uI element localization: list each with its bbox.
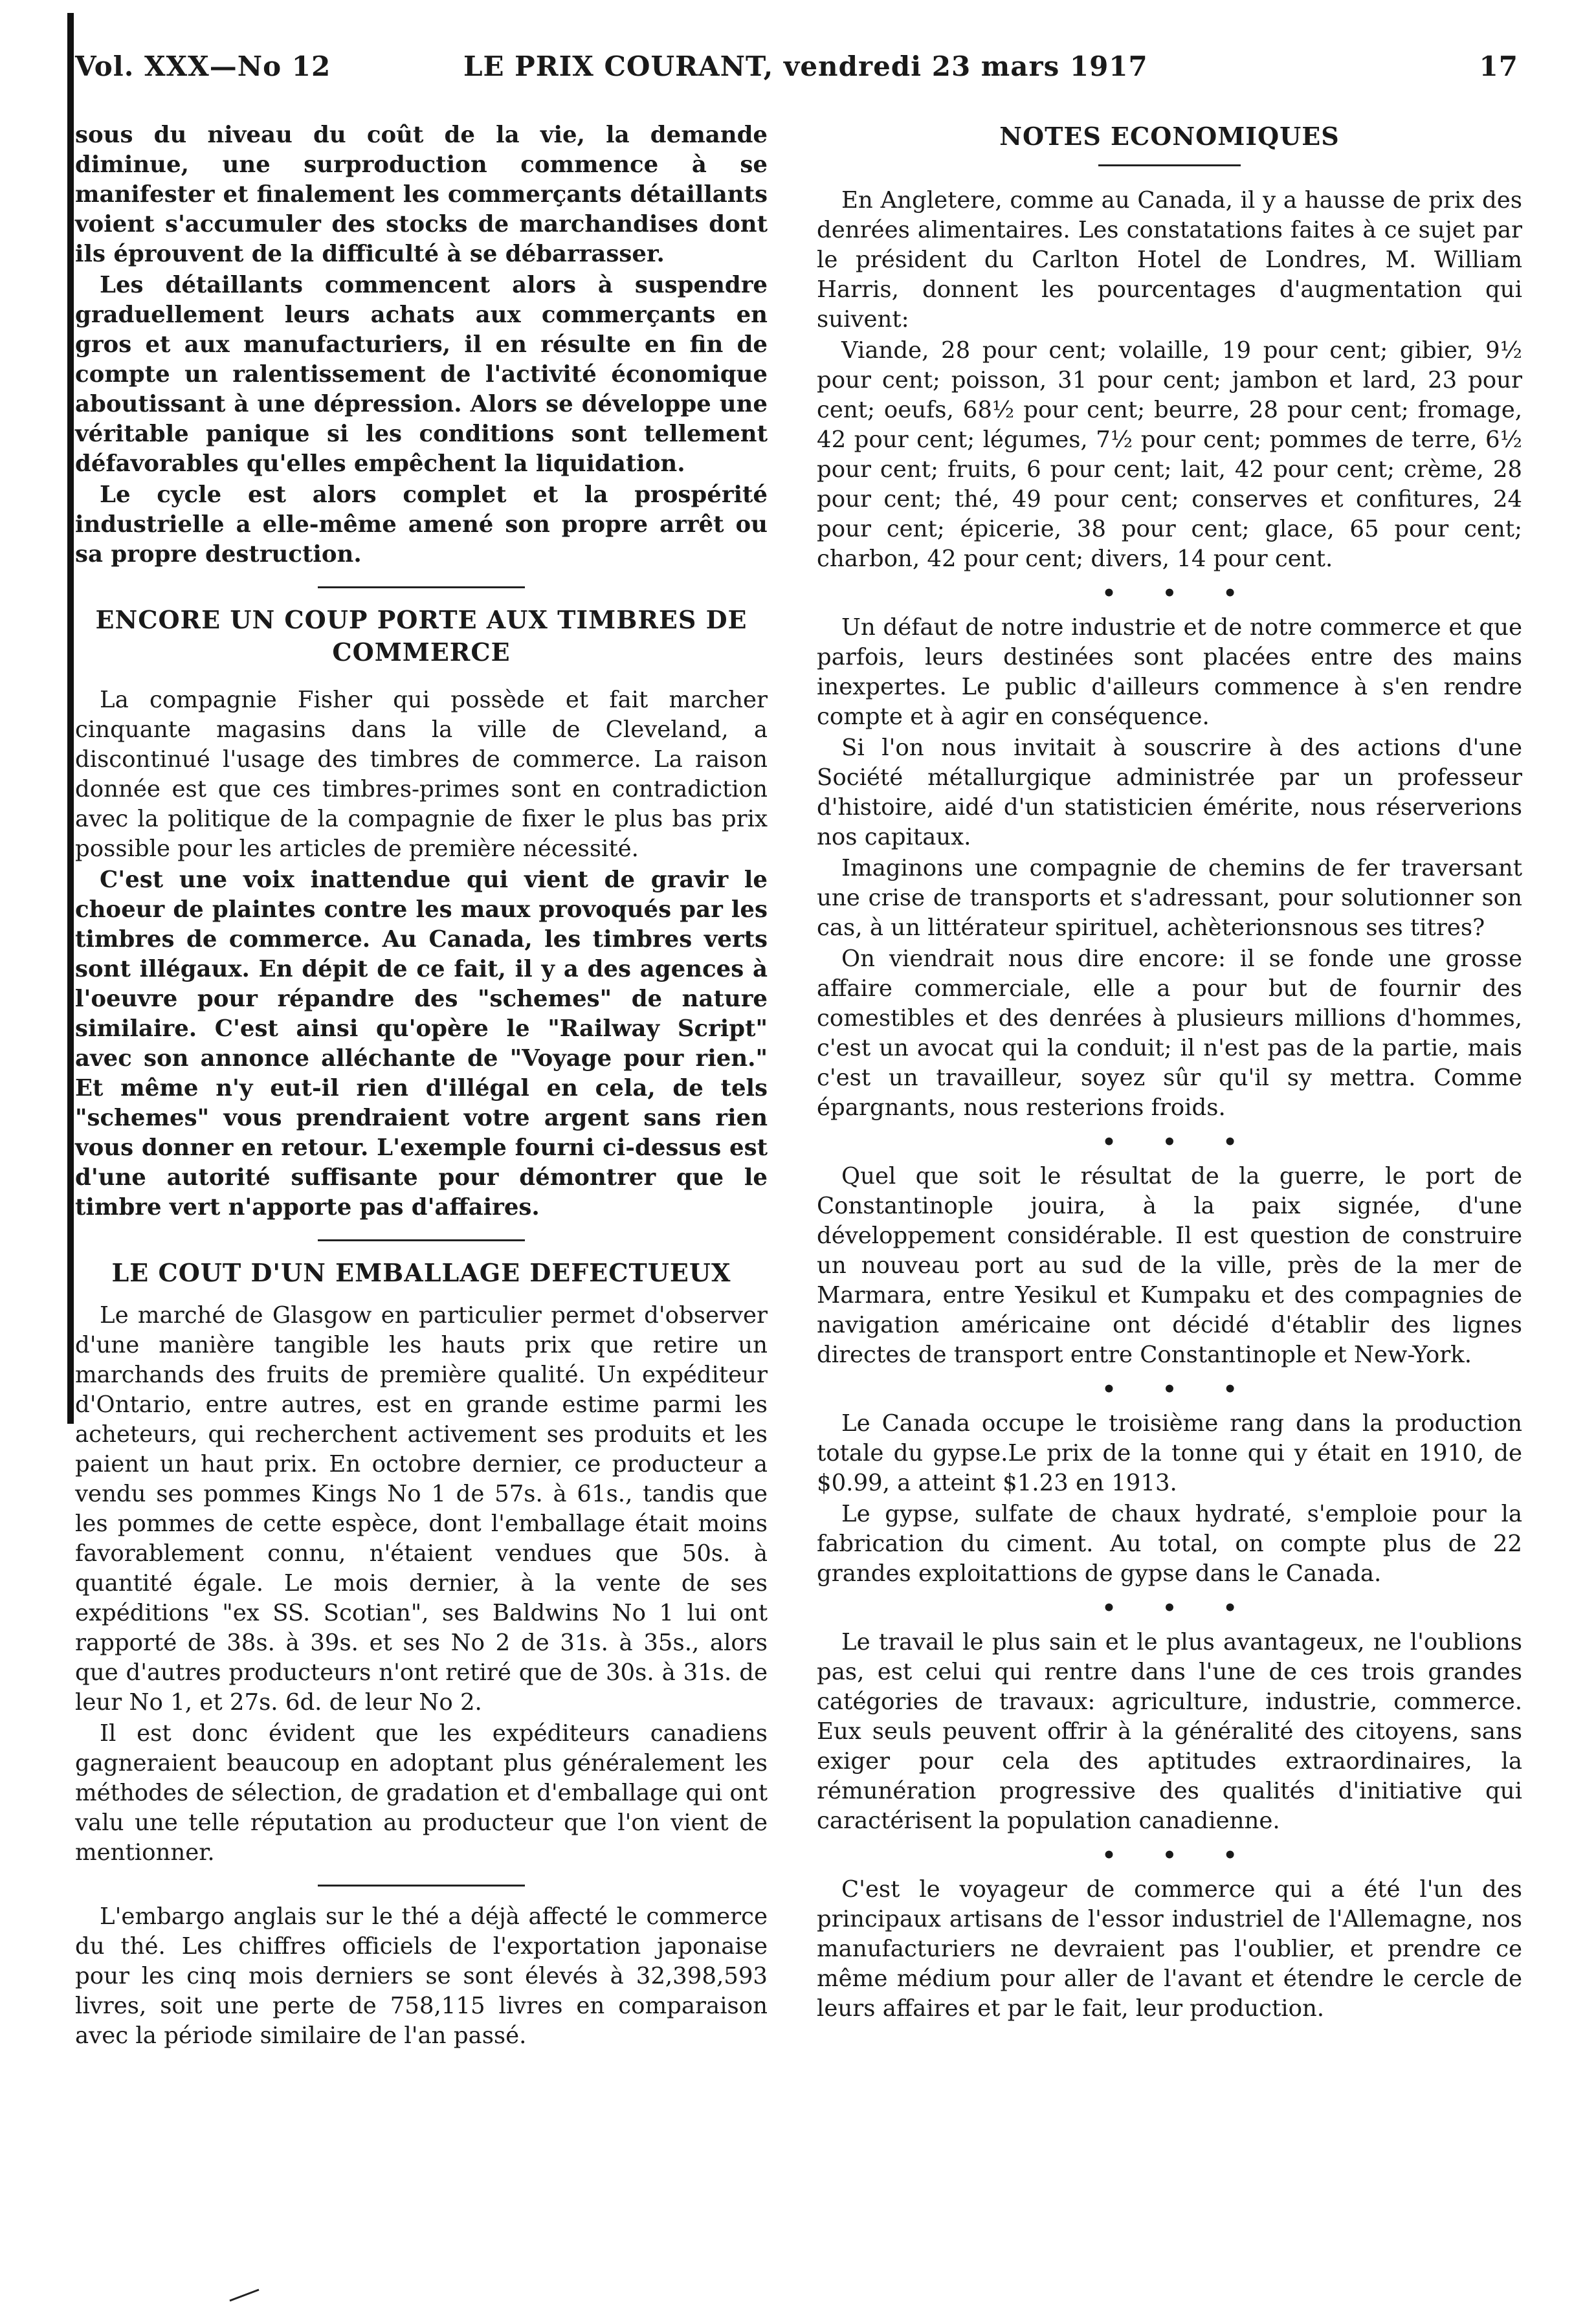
section-heading-emballage: LE COUT D'UN EMBALLAGE DEFECTUEUX (111, 1258, 731, 1287)
dot-separator: • • • (1102, 1129, 1257, 1155)
intro-paragraph: sous du niveau du coût de la vie, la demande diminue, une surproduction commence à se manifester et finalement les commerçants détaillants voient s'accumuler des stocks de marchandises dont ils éprouvent de la difficulté à se débarrasser. (75, 122, 768, 267)
binding-edge-rule (67, 13, 74, 1424)
note-paragraph: En Angletere, comme au Canada, il y a hausse de prix des denrées alimentaires. Les constatations faites à ce sujet par le président du Carlton Hotel de Londres, M. William Harris, donnent les pourcentages d'augmentation qui suivent: (817, 187, 1522, 333)
article-paragraph: L'embargo anglais sur le thé a déjà affecté le commerce du thé. Les chiffres officiels de l'exportation japonaise pour les cinq mois derniers se sont élevés à 32,398,593 livres, soit une perte de 758,115 livres en comparaison avec la période similaire de l'an passé. (75, 1903, 768, 2049)
note-paragraph: Le travail le plus sain et le plus avantageux, ne l'oublions pas, est celui qui rentre dans l'une de ces trois grandes catégories de travaux: agriculture, industrie, commerce. Eux seuls peuvent offrir à la généralité des citoyens, sans exiger pour cela des aptitudes extraordinaires, la rémunération progressive des qualités d'initiative qui caractérisent la population canadienne. (817, 1629, 1522, 1834)
publication-title-date: LE PRIX COURANT, vendredi 23 mars 1917 (463, 50, 1148, 82)
page-header (75, 50, 1518, 89)
article-paragraph: C'est une voix inattendue qui vient de gravir le choeur de plaintes contre les maux provoqués par les timbres de commerce. Au Canada, les timbres verts sont illégaux. En dépit de ce fait, il y a des agences à l'oeuvre pour répandre des "schemes" de nature similaire. C'est ainsi qu'opère le "Railway Script" avec son annonce alléchante de "Voyage pour rien." Et même n'y eut-il rien d'illégal en cela, de tels "schemes" vous prendraient votre argent sans rien vous donner en retour. L'exemple fourni ci-dessus est d'une autorité suffisante pour démontrer que le timbre vert n'apporte pas d'affaires. (75, 867, 768, 1221)
right-column (817, 120, 1522, 2024)
note-paragraph: Viande, 28 pour cent; volaille, 19 pour cent; gibier, 9½ pour cent; poisson, 31 pour cent; jambon et lard, 23 pour cent; oeufs, 68½ pour cent; beurre, 28 pour cent; fromage, 42 pour cent; légumes, 7½ pour cent; pommes de terre, 6½ pour cent; fruits, 6 pour cent; lait, 42 pour cent; crème, 28 pour cent; thé, 49 pour cent; conserves et confitures, 24 pour cent; épicerie, 38 pour cent; glace, 65 pour cent; charbon, 42 pour cent; divers, 14 pour cent. (817, 337, 1522, 572)
section-divider (318, 1239, 525, 1241)
note-paragraph: Si l'on nous invitait à souscrire à des actions d'une Société métallurgique administrée par un professeur d'histoire, aidé d'un statisticien émérite, nous réserverions nos capitaux. (817, 735, 1522, 850)
article-paragraph: Le marché de Glasgow en particulier permet d'observer d'une manière tangible les hauts prix que retire un marchands des fruits de première qualité. Un expéditeur d'Ontario, entre autres, est en grande estime parmi les acheteurs, qui recherchent activement ses produits et les paient un haut prix. En octobre dernier, ce producteur a vendu ses pommes Kings No 1 de 57s. à 61s., tandis que les pommes de cette espèce, dont l'emballage était moins favorablement connu, n'étaient vendues que 50s. à quantité égale. Le mois dernier, à la vente de ses expéditions "ex SS. Scotian", ses Baldwins No 1 lui ont rapporté de 38s. à 39s. et ses No 2 de 31s. à 35s., alors que d'autres producteurs n'ont retiré que de 30s. à 31s. de leur No 1, et 27s. 6d. de leur No 2. (75, 1302, 768, 1716)
left-column (75, 120, 768, 2051)
note-paragraph: Le Canada occupe le troisième rang dans la production totale du gypse.Le prix de la tonne qui y était en 1910, de $0.99, a atteint $1.23 en 1913. (817, 1410, 1522, 1496)
section-heading-timbres: ENCORE UN COUP PORTE AUX TIMBRES DE COMMERCE (95, 605, 748, 667)
dot-separator: • • • (1102, 1843, 1257, 1868)
section-heading-notes-economiques: NOTES ECONOMIQUES (999, 122, 1340, 151)
page-number: 17 (1479, 50, 1518, 82)
article-paragraph: Il est donc évident que les expéditeurs canadiens gagneraient beaucoup en adoptant plus généralement les méthodes de sélection, de gradation et d'emballage qui ont valu une telle réputation au producteur que l'on vient de mentionner. (75, 1720, 768, 1866)
title-underline (1098, 164, 1241, 166)
note-paragraph: On viendrait nous dire encore: il se fonde une grosse affaire commerciale, elle a pour but de fournir des comestibles et des denrées à plusieurs millions d'hommes, c'est un avocat qui la conduit; il n'est pas de la partie, mais c'est un travailleur, soyez sûr qu'il sy mettra. Comme épargnants, nous resterions froids. (817, 946, 1522, 1121)
dot-separator: • • • (1102, 1595, 1257, 1621)
article-paragraph: La compagnie Fisher qui possède et fait marcher cinquante magasins dans la ville de Cleveland, a discontinué l'usage des timbres de commerce. La raison donnée est que ces timbres-primes sont en contradiction avec la politique de la compagnie de fixer le plus bas prix possible pour les articles de première nécessité. (75, 687, 768, 862)
note-paragraph: Quel que soit le résultat de la guerre, le port de Constantinople jouira, à la paix signée, d'une développement considérable. Il est question de construire un nouveau port au sud de la ville, près de la mer de Marmara, entre Yesikul et Kumpaku et des compagnies de navigation américaine ont décidé d'établir des lignes directes de transport entre Constantinople et New-York. (817, 1163, 1522, 1368)
note-paragraph: C'est le voyageur de commerce qui a été l'un des principaux artisans de l'essor industriel de l'Allemagne, nos manufacturiers ne devraient pas l'oublier, et prendre ce même médium pour aller de l'avant et étendre le cercle de leurs affaires et par le fait, leur production. (817, 1876, 1522, 2022)
section-divider (318, 1885, 525, 1887)
volume-number: Vol. XXX—No 12 (75, 50, 331, 82)
note-paragraph: Le gypse, sulfate de chaux hydraté, s'emploie pour la fabrication du ciment. Au total, on compte plus de 22 grandes exploitattions de gypse dans le Canada. (817, 1501, 1522, 1587)
note-paragraph: Imaginons une compagnie de chemins de fer traversant une crise de transports et s'adressant, pour solutionner son cas, à un littérateur spirituel, achèterionsnous ses titres? (817, 855, 1522, 941)
dot-separator: • • • (1102, 581, 1257, 606)
note-paragraph: Un défaut de notre industrie et de notre commerce et que parfois, leurs destinées sont placées entre des mains inexpertes. Le public d'ailleurs commence à s'en rendre compte et à agir en conséquence. (817, 614, 1522, 730)
ink-mark (227, 2285, 265, 2304)
dot-separator: • • • (1102, 1377, 1257, 1402)
intro-paragraph: Les détaillants commencent alors à suspendre graduellement leurs achats aux commerçants en gros et aux manufacturiers, il en résulte en fin de compte un ralentissement de l'activité économique aboutissant à une dépression. Alors se développe une véritable panique si les conditions sont tellement défavorables qu'elles empêchent la liquidation. (75, 272, 768, 477)
section-divider (318, 586, 525, 588)
intro-paragraph: Le cycle est alors complet et la prospérité industrielle a elle-même amené son propre arrêt ou sa propre destruction. (75, 481, 768, 568)
